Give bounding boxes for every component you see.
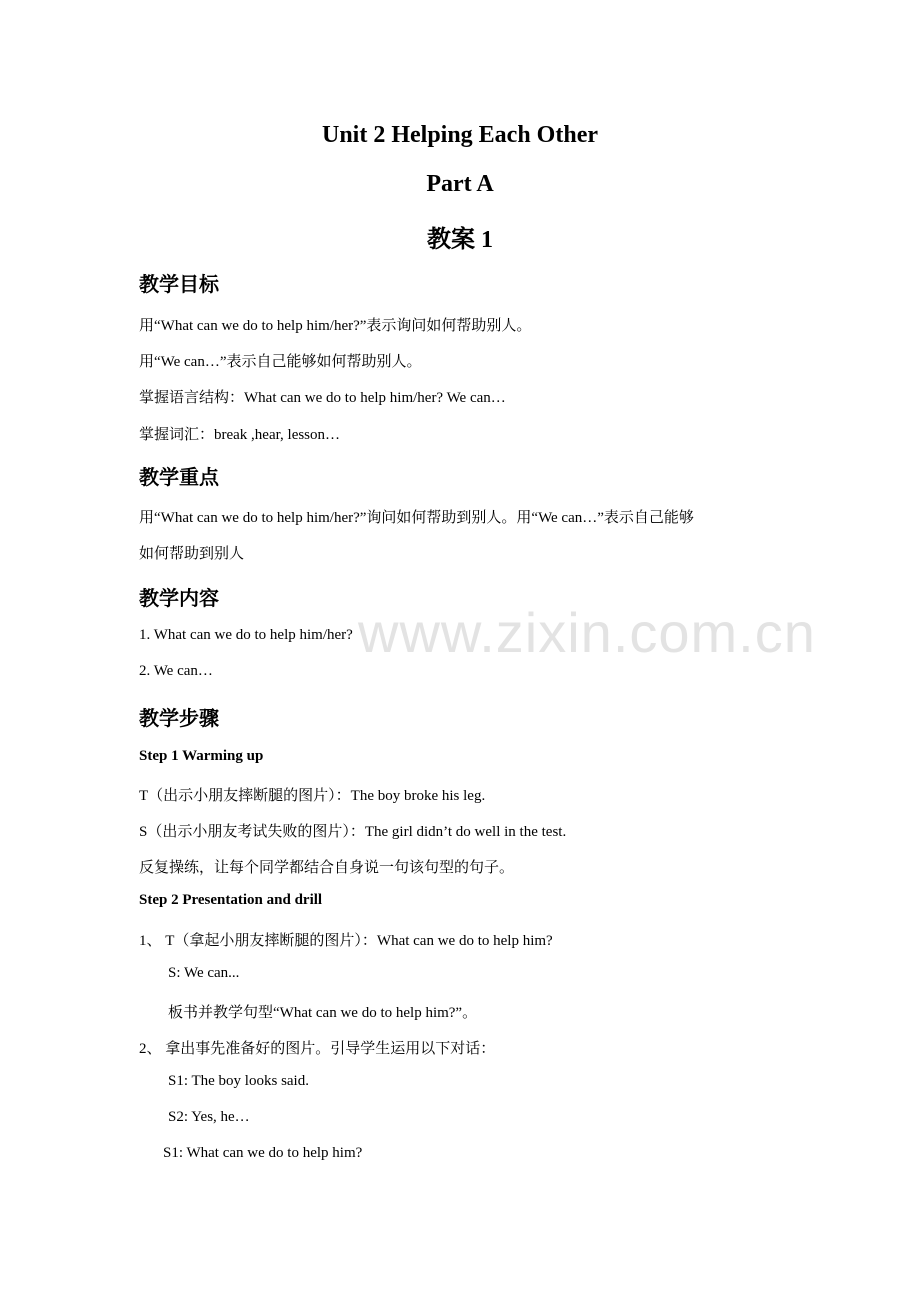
step2-line: S1: What can we do to help him? bbox=[163, 1145, 363, 1161]
step1-line: T（出示小朋友摔断腿的图片）：The boy broke his leg. bbox=[139, 788, 486, 804]
step2-line: 板书并教学句型“What can we do to help him?”。 bbox=[168, 1005, 478, 1021]
steps-heading: 教学步骤 bbox=[139, 706, 219, 730]
content-line: 1. What can we do to help him/her? bbox=[139, 627, 353, 643]
content-line: 2. We can… bbox=[139, 663, 213, 679]
step1-line: 反复操练，让每个同学都结合自身说一句该句型的句子。 bbox=[139, 860, 515, 876]
step2-line: S1: The boy looks said. bbox=[168, 1073, 309, 1089]
content-heading: 教学内容 bbox=[139, 586, 219, 610]
objective-line: 掌握词汇：break ,hear, lesson… bbox=[139, 427, 341, 443]
watermark: www.zixin.com.cn bbox=[358, 601, 816, 664]
document-title: Unit 2 Helping Each Other bbox=[321, 122, 598, 148]
step2-title: Step 2 Presentation and drill bbox=[139, 892, 323, 908]
lesson-title: 教案 1 bbox=[427, 227, 493, 253]
key-points-heading: 教学重点 bbox=[139, 465, 219, 489]
objective-line: 用“What can we do to help him/her?”表示询问如何帮助别人。 bbox=[139, 318, 532, 334]
step2-line: 1、 T（拿起小朋友摔断腿的图片）：What can we do to help him? bbox=[139, 933, 553, 949]
objective-line: 掌握语言结构：What can we do to help him/her? We can… bbox=[139, 390, 506, 406]
step1-line: S（出示小朋友考试失败的图片）：The girl didn’t do well in the test. bbox=[139, 824, 567, 840]
step2-line: S: We can... bbox=[168, 965, 240, 981]
key-point-line: 用“What can we do to help him/her?”询问如何帮助到别人。用“We can…”表示自己能够 bbox=[139, 510, 694, 526]
document-subtitle: Part A bbox=[426, 171, 494, 197]
step2-line: S2: Yes, he… bbox=[168, 1109, 250, 1125]
key-point-line: 如何帮助到别人 bbox=[139, 546, 245, 562]
objectives-heading: 教学目标 bbox=[139, 272, 219, 296]
objective-line: 用“We can…”表示自己能够如何帮助别人。 bbox=[139, 354, 422, 370]
step2-line: 2、 拿出事先准备好的图片。引导学生运用以下对话： bbox=[139, 1041, 496, 1057]
step1-title: Step 1 Warming up bbox=[139, 748, 264, 764]
